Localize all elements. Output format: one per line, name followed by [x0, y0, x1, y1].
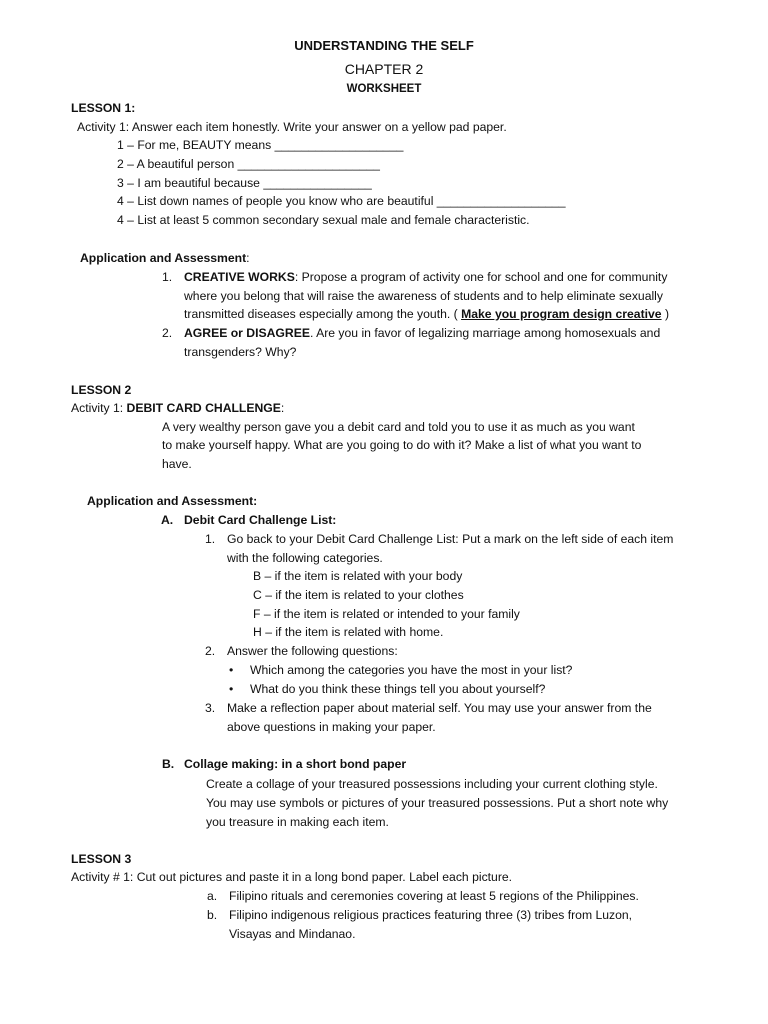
activity-title: DEBIT CARD CHALLENGE — [126, 401, 281, 415]
lesson1-item: 4 – List down names of people you know who are beautiful ___________________ — [117, 194, 566, 208]
agree-disagree-text: . Are you in favor of legalizing marriage among homosexuals and — [309, 326, 661, 340]
document-title: UNDERSTANDING THE SELF — [294, 38, 474, 53]
creative-works-line: where you belong that will raise the awareness of students and to help eliminate sexually — [184, 289, 663, 303]
creative-works-line — [184, 269, 667, 285]
collage-paragraph-line: you treasure in making each item. — [206, 815, 389, 829]
list-number: 2. — [162, 326, 173, 340]
creative-works-text: ) — [661, 307, 670, 321]
agree-disagree-line — [184, 325, 660, 341]
list-number: 3. — [205, 701, 216, 715]
activity-suffix: : — [280, 401, 285, 415]
lesson2-heading: LESSON 2 — [71, 383, 132, 397]
collage-paragraph-line: Create a collage of your treasured possessions including your current clothing style. — [206, 777, 658, 791]
section-a-title: Debit Card Challenge List: — [184, 513, 337, 527]
agree-disagree-label: AGREE or DISAGREE — [184, 326, 310, 340]
creative-works-line — [184, 306, 669, 322]
category-item: B – if the item is related with your body — [253, 569, 463, 583]
chapter-label: CHAPTER 2 — [344, 61, 424, 77]
lesson2-paragraph-line: to make yourself happy. What are you going to do with it? Make a list of what you want to — [162, 438, 642, 452]
lesson2-paragraph-line: A very wealthy person gave you a debit card and told you to use it as much as you want — [162, 420, 635, 434]
agree-disagree-line: transgenders? Why? — [184, 345, 297, 359]
lesson1-item: 3 – I am beautiful because ________________ — [117, 176, 372, 190]
lesson2-application-heading: Application and Assessment: — [87, 494, 258, 508]
collage-paragraph-line: You may use symbols or pictures of your treasured possessions. Put a short note why — [206, 796, 669, 810]
step1-line: with the following categories. — [227, 551, 383, 565]
lesson1-item: 2 – A beautiful person _____________________ — [117, 157, 380, 171]
step3-line: above questions in making your paper. — [227, 720, 436, 734]
creative-works-label: CREATIVE WORKS — [184, 270, 295, 284]
step2-text: Answer the following questions: — [227, 644, 398, 658]
lesson3-item-line: Filipino indigenous religious practices featuring three (3) tribes from Luzon, — [229, 908, 633, 922]
lesson2-paragraph-line: have. — [162, 457, 192, 471]
application-heading-colon: : — [246, 251, 250, 265]
application-heading-text: Application and Assessment — [80, 251, 247, 265]
activity-prefix: Activity 1: — [71, 401, 127, 415]
worksheet-label: WORKSHEET — [346, 83, 422, 95]
section-letter: A. — [161, 513, 174, 527]
creative-works-emphasis: Make you program design creative — [461, 307, 662, 321]
category-item: F – if the item is related or intended to your family — [253, 607, 520, 621]
lesson1-application-heading — [80, 250, 250, 266]
question-item: What do you think these things tell you about yourself? — [250, 682, 546, 696]
lesson1-heading: LESSON 1: — [71, 101, 136, 115]
list-letter: b. — [207, 908, 218, 922]
creative-works-text: transmitted diseases especially among the youth. ( — [184, 307, 462, 321]
list-number: 1. — [162, 270, 173, 284]
lesson1-activity: Activity 1: Answer each item honestly. Write your answer on a yellow pad paper. — [77, 120, 507, 134]
lesson3-activity: Activity # 1: Cut out pictures and paste it in a long bond paper. Label each picture. — [71, 870, 513, 884]
section-letter: B. — [162, 757, 175, 771]
section-b-title: Collage making: in a short bond paper — [184, 757, 407, 771]
list-number: 1. — [205, 532, 216, 546]
lesson3-item-line: Filipino rituals and ceremonies covering at least 5 regions of the Philippines. — [229, 889, 639, 903]
lesson3-heading: LESSON 3 — [71, 852, 132, 866]
creative-works-text: : Propose a program of activity one for school and one for community — [294, 270, 668, 284]
list-number: 2. — [205, 644, 216, 658]
category-item: C – if the item is related to your clothes — [253, 588, 464, 602]
lesson3-item-line: Visayas and Mindanao. — [229, 927, 356, 941]
category-item: H – if the item is related with home. — [253, 625, 444, 639]
step3-line: Make a reflection paper about material self. You may use your answer from the — [227, 701, 652, 715]
question-item: Which among the categories you have the most in your list? — [250, 663, 573, 677]
bullet-icon: • — [229, 682, 234, 696]
lesson1-item: 1 – For me, BEAUTY means ___________________ — [117, 138, 404, 152]
lesson1-item: 4 – List at least 5 common secondary sexual male and female characteristic. — [117, 213, 530, 227]
lesson2-activity — [71, 400, 284, 416]
list-letter: a. — [207, 889, 218, 903]
step1-line: Go back to your Debit Card Challenge List: Put a mark on the left side of each item — [227, 532, 674, 546]
bullet-icon: • — [229, 663, 234, 677]
